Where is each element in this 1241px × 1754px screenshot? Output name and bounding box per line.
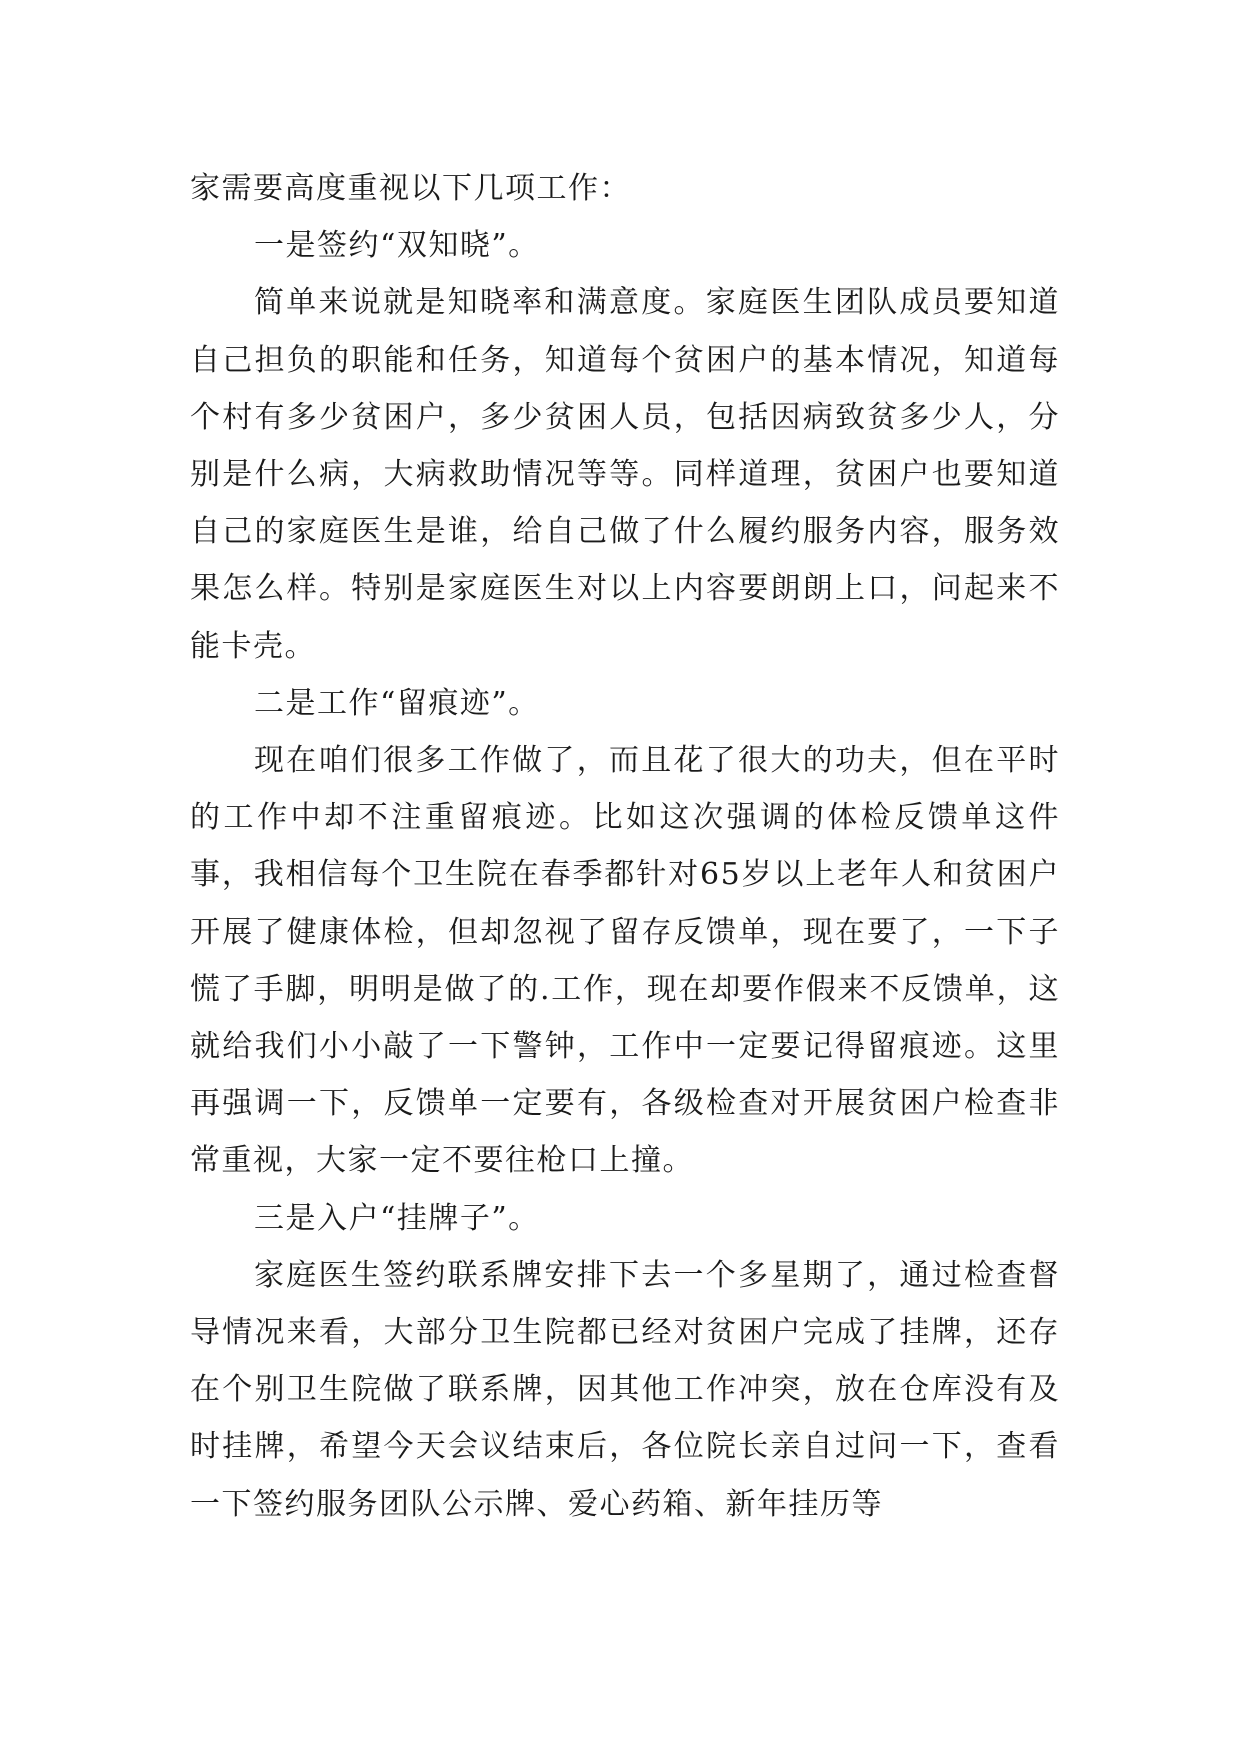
heading-item-one: 一是签约“双知晓”。 <box>254 228 540 264</box>
paragraph-item-one: 简单来说就是知晓率和满意度。家庭医生团队成员要知道自己担负的职能和任务，知道每个贫困户的基本情况，知道每个村有多少贫困户，多少贫困人员，包括因病致贫多少人，分别是什么病，大病救助情况等等。同样道理，贫困户也要知道自己的家庭医生是谁，给自己做了什么履约服务内容，服务效果怎么样。特别是家庭医生对以上内容要朗朗上口，问起来不能卡壳。 <box>190 285 1060 664</box>
heading-item-two: 二是工作“留痕迹”。 <box>254 685 540 721</box>
paragraph-item-three: 家庭医生签约联系牌安排下去一个多星期了，通过检查督导情况来看，大部分卫生院都已经对贫困户完成了挂牌，还存在个别卫生院做了联系牌，因其他工作冲突，放在仓库没有及时挂牌，希望今天会议结束后，各位院长亲自过问一下，查看一下签约服务团队公示牌、爱心药箱、新年挂历等 <box>190 1257 1060 1522</box>
heading-item-three: 三是入户“挂牌子”。 <box>254 1200 540 1236</box>
document-body <box>190 160 1060 1533</box>
paragraph-item-two: 现在咱们很多工作做了，而且花了很大的功夫，但在平时的工作中却不注重留痕迹。比如这次强调的体检反馈单这件事，我相信每个卫生院在春季都针对65岁以上老年人和贫困户开展了健康体检，但却忽视了留存反馈单，现在要了，一下子慌了手脚，明明是做了的.工作，现在却要作假来不反馈单，这就给我们小小敲了一下警钟，工作中一定要记得留痕迹。这里再强调一下，反馈单一定要有，各级检查对开展贫困户检查非常重视，大家一定不要往枪口上撞。 <box>190 743 1060 1179</box>
paragraph-continuation: 家需要高度重视以下几项工作： <box>190 171 631 206</box>
